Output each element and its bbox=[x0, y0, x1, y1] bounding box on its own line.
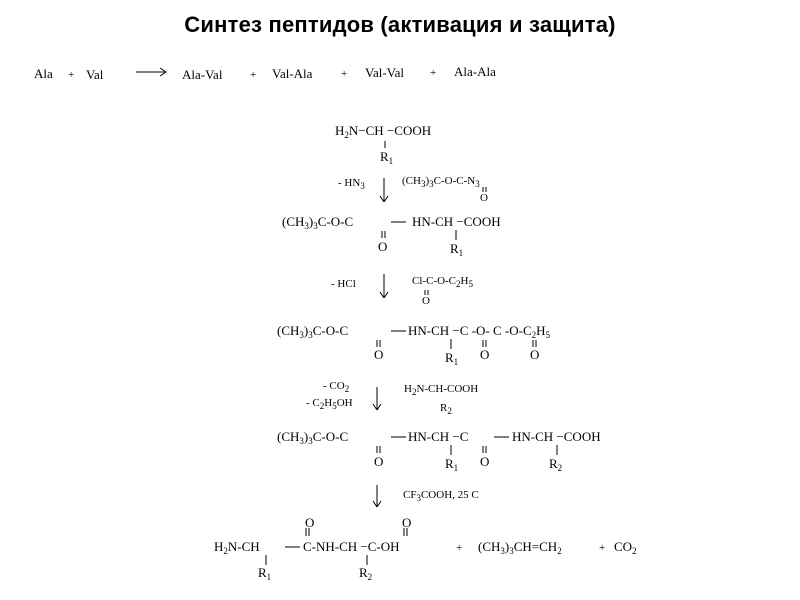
plus-sign: + bbox=[456, 542, 463, 554]
co2-byproduct: $CO_2$ bbox=[614, 539, 637, 556]
substituent-r1: $R_1$ bbox=[445, 456, 459, 473]
carbonyl-o: O bbox=[480, 347, 490, 362]
reagent-carbonyl-o: O bbox=[422, 295, 430, 307]
plus-sign: + bbox=[341, 68, 348, 80]
substituent-r1: $R_1$ bbox=[445, 350, 459, 367]
product-ala-ala: Ala-Ala bbox=[454, 64, 496, 79]
reactant-ala: Ala bbox=[34, 66, 53, 81]
carbonyl-o: O bbox=[480, 454, 490, 469]
product-val-val: Val-Val bbox=[365, 65, 404, 80]
eliminated-hn3: - $HN_3$ bbox=[338, 177, 365, 191]
dipeptide-n-terminus: $H_2N-CH$ bbox=[214, 539, 260, 556]
substituent-r2: $R_2$ bbox=[549, 456, 563, 473]
plus-sign: + bbox=[430, 67, 437, 79]
slide-title: Синтез пептидов (активация и защита) bbox=[184, 12, 616, 37]
deprotection-conditions: $CF_3COOH$, 25 C bbox=[403, 489, 479, 503]
boc-dipeptide-formula: $(CH_3)_3C-O-C$ bbox=[277, 429, 349, 446]
carbonyl-o: O bbox=[374, 347, 384, 362]
carbonyl-o: O bbox=[402, 515, 412, 530]
substituent-r1: $R_1$ bbox=[380, 149, 394, 166]
reactant-val: Val bbox=[86, 67, 104, 82]
boc-dipeptide-chain: HN-CH −C bbox=[408, 429, 469, 444]
plus-sign: + bbox=[68, 69, 75, 81]
boc-amino-acid-formula: $(CH_3)_3C-O-C$ bbox=[282, 214, 354, 231]
isobutylene-byproduct: $(CH_3)_3CH=CH_2$ bbox=[478, 539, 562, 556]
mixed-anhydride-formula: $(CH_3)_3C-O-C$ bbox=[277, 323, 349, 340]
substituent-r1: $R_1$ bbox=[258, 565, 272, 582]
reagent-carbonyl-o: O bbox=[480, 192, 488, 204]
mixed-anhydride-chain: HN-CH −C -O- C $-O-C_2H_5$ bbox=[408, 323, 551, 340]
carbonyl-o: O bbox=[305, 515, 315, 530]
carbonyl-o: O bbox=[530, 347, 540, 362]
eliminated-co2: - $CO_2$ bbox=[323, 380, 350, 394]
amino-acid-formula: $H_2N-CH$ −COOH bbox=[335, 123, 432, 140]
substituent-r1: $R_1$ bbox=[450, 241, 464, 258]
ethyl-chloroformate-reagent: $Cl-C-O-C_2H_5$ bbox=[412, 275, 473, 289]
boc-dipeptide-chain-2: HN-CH −COOH bbox=[512, 429, 601, 444]
boc-azide-reagent: $(CH_3)_3C-O-C-N_3$ bbox=[402, 175, 480, 189]
second-amino-acid-reagent: $H_2N-CH$-COOH bbox=[404, 383, 479, 397]
dipeptide-backbone: C-NH-CH −C-OH bbox=[303, 539, 400, 554]
boc-amino-acid-chain: HN-CH −COOH bbox=[412, 214, 501, 229]
product-val-ala: Val-Ala bbox=[272, 66, 313, 81]
plus-sign: + bbox=[250, 69, 257, 81]
plus-sign: + bbox=[599, 542, 606, 554]
eliminated-ethanol: - $C_2H_5OH$ bbox=[306, 397, 353, 411]
carbonyl-o: O bbox=[378, 239, 388, 254]
carbonyl-o: O bbox=[374, 454, 384, 469]
substituent-r2: $R_2$ bbox=[440, 402, 452, 416]
product-ala-val: Ala-Val bbox=[182, 67, 223, 82]
substituent-r2: $R_2$ bbox=[359, 565, 373, 582]
eliminated-hcl: - HCl bbox=[331, 278, 356, 290]
